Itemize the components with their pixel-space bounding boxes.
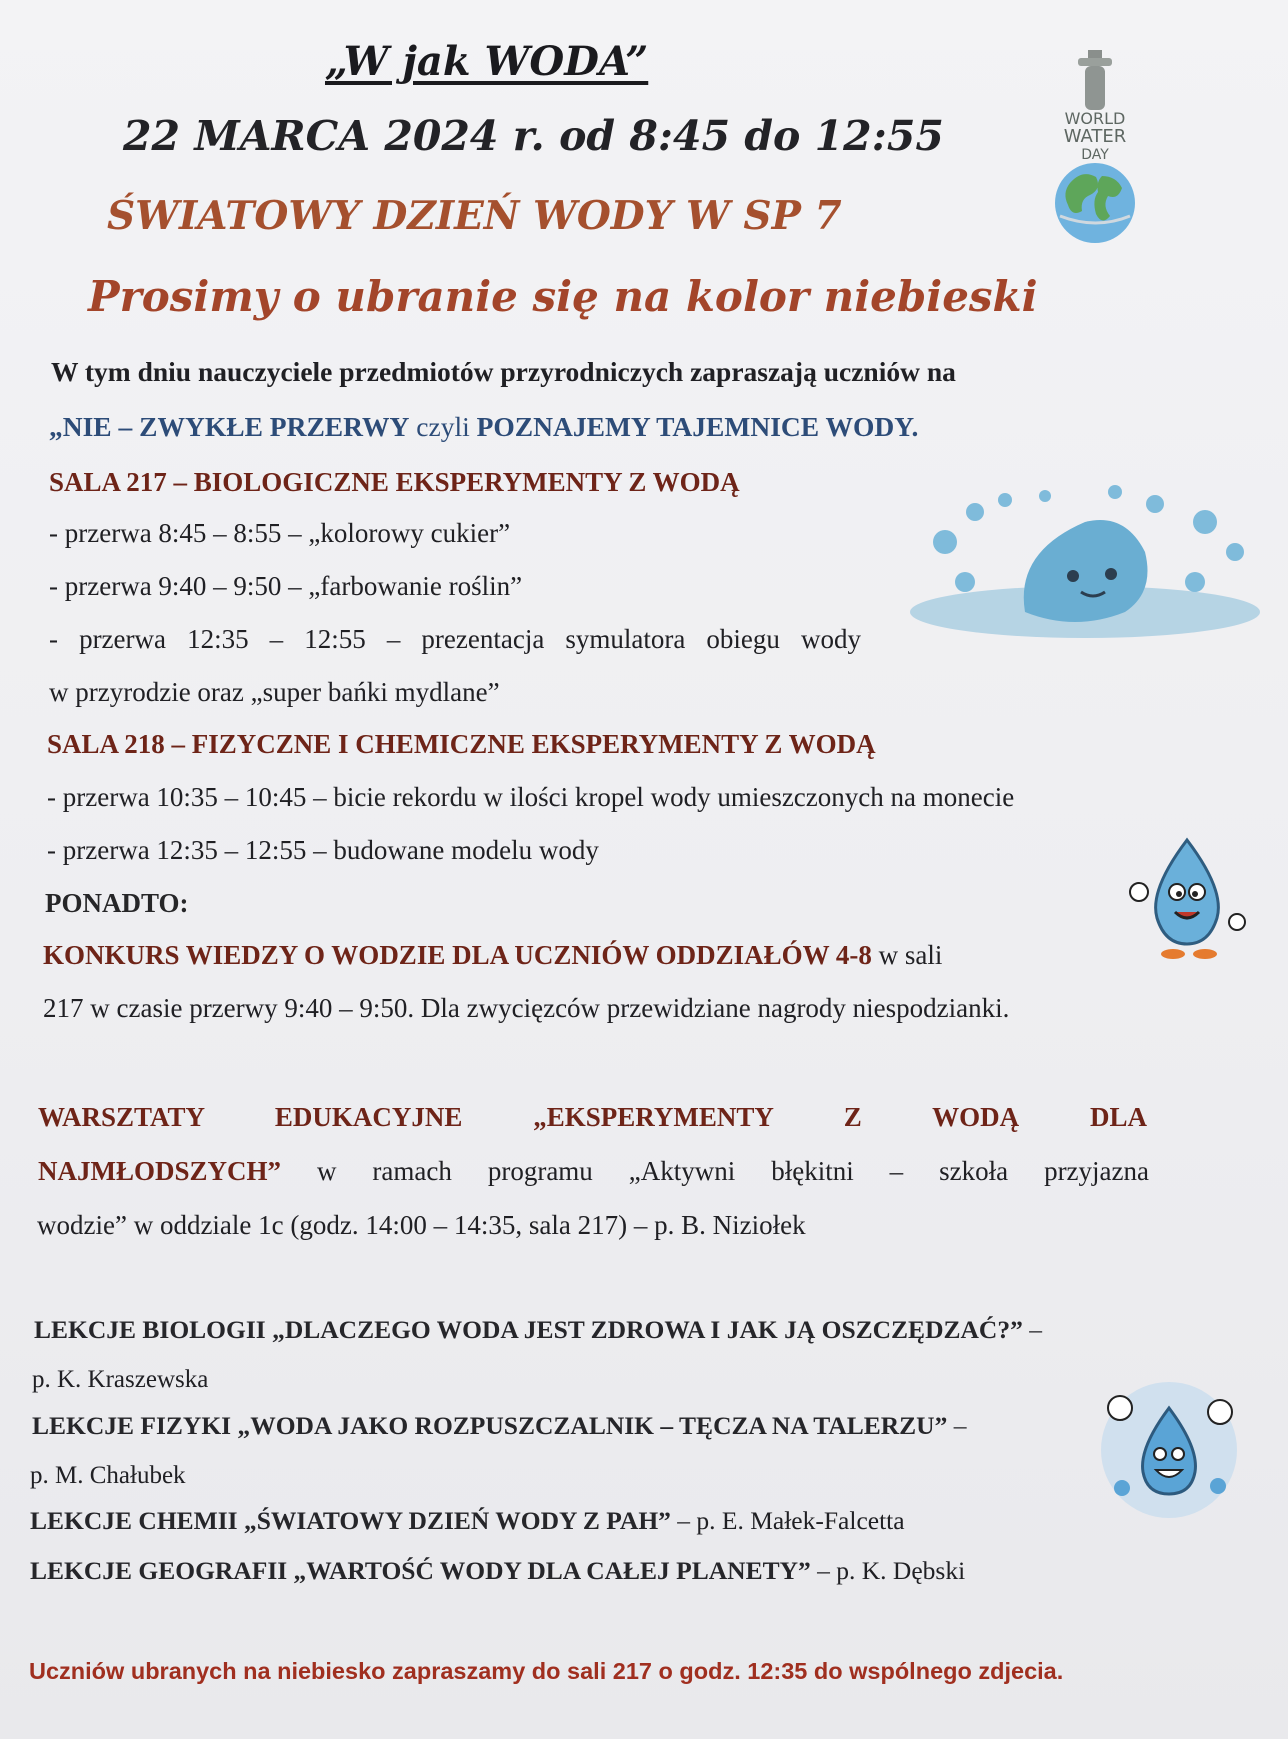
intro-line-1: W tym dniu nauczyciele przedmiotów przyrodniczych zapraszają uczniów na (51, 356, 956, 387)
water-drop-thumbs-up-icon (1125, 836, 1250, 961)
workshop-program: w ramach programu „Aktywni błękitni – szkoła przyjazna (281, 1156, 1149, 1186)
room-217-item: - przerwa 8:45 – 8:55 – „kolorowy cukier” (49, 518, 511, 548)
lesson-biology-title: LEKCJE BIOLOGII „DLACZEGO WODA JEST ZDROWA I JAK JĄ OSZCZĘDZAĆ?” (34, 1315, 1023, 1344)
workshop-title-end: NAJMŁODSZYCH” (38, 1156, 282, 1186)
contest-line-1 (43, 940, 942, 971)
lesson-biology-dash: – (1022, 1315, 1042, 1344)
room-217-item: - przerwa 9:40 – 9:50 – „farbowanie roślin” (49, 571, 523, 601)
dress-code: Prosimy o ubranie się na kolor niebieski (88, 272, 1038, 321)
logo-word-water: WATER (1063, 126, 1127, 147)
intro-connector: czyli (409, 411, 477, 442)
room-217-heading: SALA 217 – BIOLOGICZNE EKSPERYMENTY Z WODĄ (49, 467, 740, 497)
intro-line-2 (49, 411, 918, 443)
room-218-heading: SALA 218 – FIZYCZNE I CHEMICZNE EKSPERYMENTY Z WODĄ (47, 729, 876, 759)
faucet-globe-icon (1040, 48, 1150, 288)
lesson-geography-teacher: – p. K. Dębski (810, 1556, 966, 1585)
logo-word-world: WORLD (1064, 109, 1126, 128)
extra-heading: PONADTO: (45, 888, 189, 918)
room-217-item: - przerwa 12:35 – 12:55 – prezentacja symulatora obiegu wody (49, 624, 861, 654)
water-splash-illustration (905, 482, 1270, 654)
event-date: 22 MARCA 2024 r. od 8:45 do 12:55 (123, 112, 944, 160)
lesson-physics-title: LEKCJE FIZYKI „WODA JAKO ROZPUSZCZALNIK – TĘCZA NA TALERZU” (32, 1411, 948, 1440)
poster-title: „W jak WODA” (325, 38, 649, 85)
lesson-chemistry (30, 1506, 905, 1536)
intro-breaks-title: „NIE – ZWYKŁE PRZERWY (49, 411, 410, 442)
waving-drop-mascot (1098, 1378, 1240, 1520)
workshop-line-3: wodzie” w oddziale 1c (godz. 14:00 – 14:35, sala 217) – p. B. Niziołek (37, 1210, 806, 1240)
workshop-line-2 (38, 1156, 1149, 1187)
room-218-item: - przerwa 10:35 – 10:45 – bicie rekordu w ilości kropel wody umieszczonych na monecie (47, 782, 1015, 812)
thumbs-up-drop-mascot (1125, 836, 1250, 961)
lesson-chemistry-title: LEKCJE CHEMII „ŚWIATOWY DZIEŃ WODY Z PAH” (30, 1506, 671, 1535)
lesson-geography-title: LEKCJE GEOGRAFII „WARTOŚĆ WODY DLA CAŁEJ PLANETY” (30, 1556, 811, 1585)
lesson-geography (30, 1556, 965, 1586)
lesson-physics-dash: – (947, 1411, 967, 1440)
lesson-physics-teacher: p. M. Chałubek (30, 1462, 186, 1489)
workshop-line-1: WARSZTATY EDUKACYJNE „EKSPERYMENTY Z WODĄ DLA (38, 1102, 1147, 1132)
water-drop-waving-icon (1098, 1378, 1240, 1520)
water-splash-icon (905, 482, 1270, 654)
contest-line-2: 217 w czasie przerwy 9:40 – 9:50. Dla zwycięzców przewidziane nagrody niespodzianki. (43, 993, 1010, 1023)
contest-room: w sali (871, 940, 943, 970)
world-water-day-logo (1040, 48, 1150, 288)
lesson-chemistry-teacher: – p. E. Małek-Falcetta (670, 1506, 905, 1535)
intro-secrets-title: POZNAJEMY TAJEMNICE WODY. (476, 411, 919, 442)
lesson-biology-teacher: p. K. Kraszewska (32, 1366, 209, 1393)
room-217-item-cont: w przyrodzie oraz „super bańki mydlane” (49, 677, 500, 707)
lesson-biology (34, 1315, 1042, 1345)
event-name: ŚWIATOWY DZIEŃ WODY W SP 7 (107, 193, 842, 239)
footer-note: Uczniów ubranych na niebiesko zapraszamy do sali 217 o godz. 12:35 do wspólnego zdjecia. (29, 1658, 1064, 1684)
lesson-physics (32, 1411, 966, 1441)
contest-title: KONKURS WIEDZY O WODZIE DLA UCZNIÓW ODDZIAŁÓW 4-8 (43, 940, 872, 970)
room-218-item: - przerwa 12:35 – 12:55 – budowane modelu wody (47, 835, 599, 865)
logo-word-day: DAY (1081, 147, 1109, 163)
